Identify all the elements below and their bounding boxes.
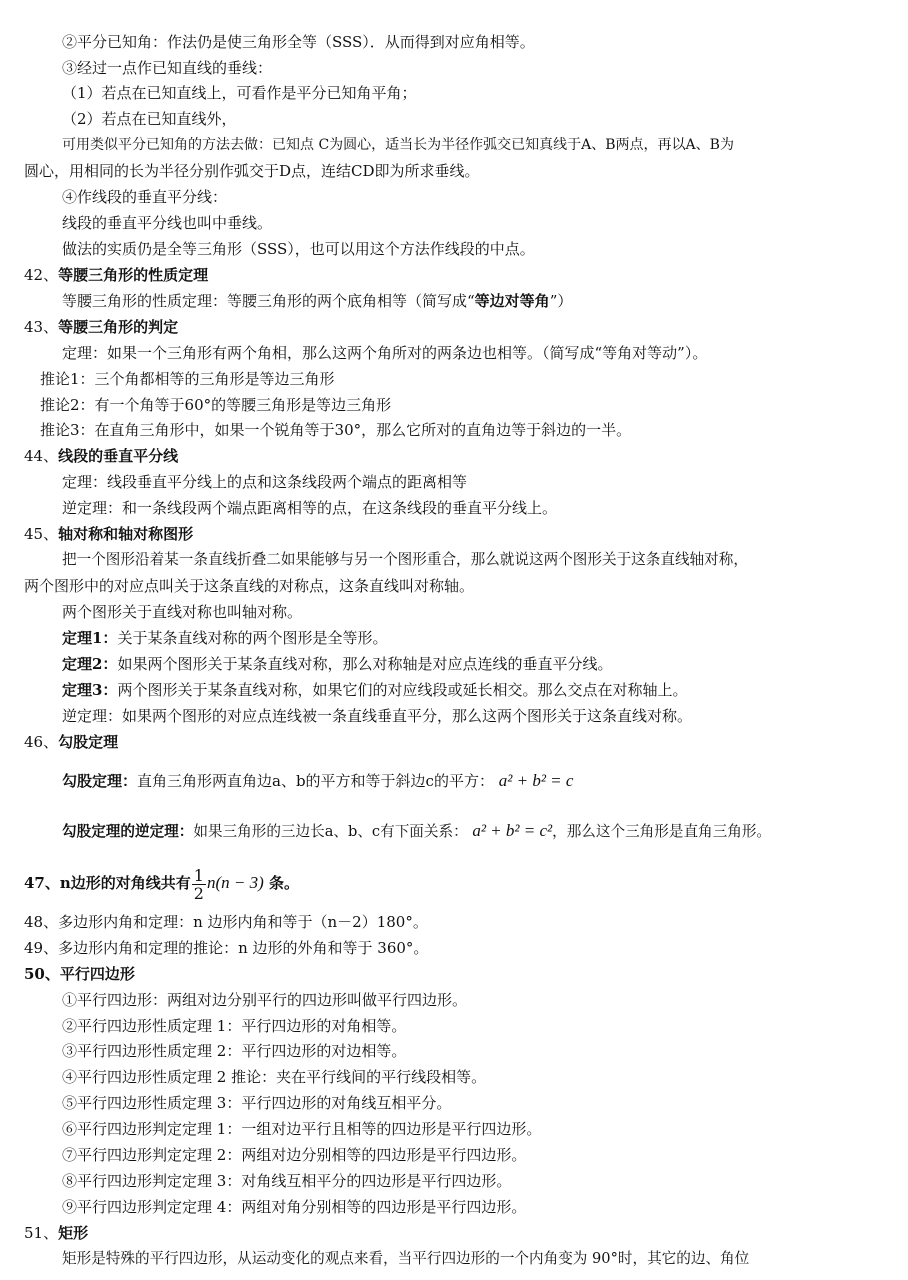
text-line: ⑤平行四边形性质定理 3：平行四边形的对角线互相平分。 [62, 1094, 452, 1112]
section-heading [24, 524, 193, 544]
text-line: 定理：线段垂直平分线上的点和这条线段两个端点的距离相等 [62, 473, 468, 491]
section-title: 线段的垂直平分线 [58, 447, 179, 465]
text-line: ⑧平行四边形判定定理 3：对角线互相平分的四边形是平行四边形。 [62, 1172, 512, 1190]
theorem-label: 定理2： [62, 655, 118, 673]
section-title: 轴对称和轴对称图形 [58, 525, 194, 543]
text-line: ④作线段的垂直平分线： [62, 188, 228, 206]
text-line: ⑥平行四边形判定定理 1：一组对边平行且相等的四边形是平行四边形。 [62, 1120, 542, 1138]
section-heading [24, 1223, 88, 1243]
text-line: 逆定理：和一条线段两个端点距离相等的点，在这条线段的垂直平分线上。 [62, 499, 558, 517]
text-line: 可用类似平分已知角的方法去做：已知点 C为圆心，适当长为半径作弧交已知真线于A、B两点，再以A、B为 [62, 137, 734, 153]
text-line: （1）若点在已知直线上，可看作是平分已知角平角； [62, 84, 417, 102]
text-segment: ”） [549, 292, 573, 310]
text-segment: 关于某条直线对称的两个图形是全等形。 [117, 629, 388, 647]
text-line: ③平行四边形性质定理 2：平行四边形的对边相等。 [62, 1042, 407, 1060]
text-line: ②平分已知角：作法仍是使三角形全等（SSS）．从而得到对应角相等。 [62, 33, 535, 51]
text-line: 推论1：三个角都相等的三角形是等边三角形 [40, 370, 335, 388]
section-heading [24, 866, 299, 902]
text-segment: 两个图形关于某条直线对称，如果它们的对应线段或延长相交。那么交点在对称轴上。 [117, 681, 688, 699]
section-title: 矩形 [58, 1224, 89, 1242]
text-line: ②平行四边形性质定理 1：平行四边形的对角相等。 [62, 1017, 407, 1035]
theorem-label: 定理1： [62, 629, 118, 647]
section-title: 平行四边形 [59, 965, 135, 983]
bold-term: 等边对等角 [474, 292, 550, 310]
text-line: 48、多边形内角和定理：n 边形内角和等于（n－2）180°。 [24, 913, 428, 931]
text-line: 两个图形中的对应点叫关于这条直线的对称点，这条直线叫对称轴。 [24, 577, 475, 595]
section-number: 51、 [24, 1224, 59, 1242]
theorem-label: 勾股定理的逆定理： [62, 823, 194, 840]
text-line: 把一个图形沿着某一条直线折叠二如果能够与另一个图形重合，那么就说这两个图形关于这条直线轴对称， [62, 551, 748, 568]
formula: a² + b² = c [498, 771, 574, 790]
section-heading [24, 446, 178, 466]
fraction-numerator: 1 [193, 865, 204, 885]
section-heading [24, 265, 208, 285]
text-segment: 如果三角形的三边长a、b、c有下面关系： [193, 823, 468, 840]
text-line [62, 821, 771, 842]
text-line: （2）若点在已知直线外， [62, 110, 237, 128]
text-segment: ，那么这个三角形是直角三角形。 [552, 823, 772, 840]
formula: a² + b² = c² [472, 821, 553, 840]
text-line: ⑨平行四边形判定定理 4：两组对角分别相等的四边形是平行四边形。 [62, 1198, 527, 1216]
text-line: 49、多边形内角和定理的推论：n 边形的外角和等于 360°。 [24, 939, 429, 957]
formula: n(n − 3) [206, 873, 264, 892]
text-line: 推论2：有一个角等于60°的等腰三角形是等边三角形 [40, 396, 392, 414]
text-line [62, 628, 387, 648]
text-line: 逆定理：如果两个图形的对应点连线被一条直线垂直平分，那么这两个图形关于这条直线对称。 [62, 707, 693, 725]
text-line: 线段的垂直平分线也叫中垂线。 [62, 214, 273, 232]
text-segment: 条。 [263, 874, 300, 892]
section-number: 45、 [24, 525, 59, 543]
section-title: 勾股定理 [58, 733, 119, 751]
text-line [62, 291, 572, 311]
text-line: 矩形是特殊的平行四边形，从运动变化的观点来看，当平行四边形的一个内角变为 90°时，其它的边、角位 [62, 1250, 750, 1267]
text-line: 两个图形关于直线对称也叫轴对称。 [62, 603, 303, 621]
section-number: 47、 [24, 874, 60, 892]
text-line [62, 680, 687, 700]
theorem-label: 勾股定理： [62, 772, 138, 790]
text-line: 推论3：在直角三角形中，如果一个锐角等于30°，那么它所对的直角边等于斜边的一半。 [40, 421, 632, 439]
section-number: 50、 [24, 965, 60, 983]
theorem-label: 定理3： [62, 681, 118, 699]
text-segment: 等腰三角形的性质定理：等腰三角形的两个底角相等（简写成“ [62, 292, 475, 310]
text-line: ①平行四边形：两组对边分别平行的四边形叫做平行四边形。 [62, 991, 468, 1009]
section-title: n边形的对角线共有 [59, 874, 191, 892]
text-line [62, 771, 573, 791]
fraction [192, 867, 206, 902]
text-line: 定理：如果一个三角形有两个角相，那么这两个角所对的两条边也相等。（简写成“等角对等动”）。 [62, 344, 708, 362]
text-segment: 直角三角形两直角边a、b的平方和等于斜边c的平方： [137, 772, 494, 790]
text-segment: 如果两个图形关于某条直线对称，那么对称轴是对应点连线的垂直平分线。 [117, 655, 613, 673]
section-heading [24, 317, 178, 337]
text-line [62, 654, 612, 674]
section-heading [24, 732, 118, 752]
section-number: 42、 [24, 266, 59, 284]
fraction-denominator: 2 [193, 883, 204, 903]
section-title: 等腰三角形的判定 [58, 318, 179, 336]
section-number: 43、 [24, 318, 59, 336]
text-line: ④平行四边形性质定理 2 推论：夹在平行线间的平行线段相等。 [62, 1068, 487, 1086]
section-number: 46、 [24, 733, 59, 751]
text-line: 圆心，用相同的长为半径分别作弧交于D点，连结CD即为所求垂线。 [24, 162, 480, 180]
section-title: 等腰三角形的性质定理 [58, 266, 209, 284]
text-line: ③经过一点作已知直线的垂线： [62, 59, 273, 77]
section-number: 44、 [24, 447, 59, 465]
text-line: 做法的实质仍是全等三角形（SSS），也可以用这个方法作线段的中点。 [62, 240, 535, 258]
section-heading [24, 964, 135, 984]
text-line: ⑦平行四边形判定定理 2：两组对边分别相等的四边形是平行四边形。 [62, 1146, 527, 1164]
